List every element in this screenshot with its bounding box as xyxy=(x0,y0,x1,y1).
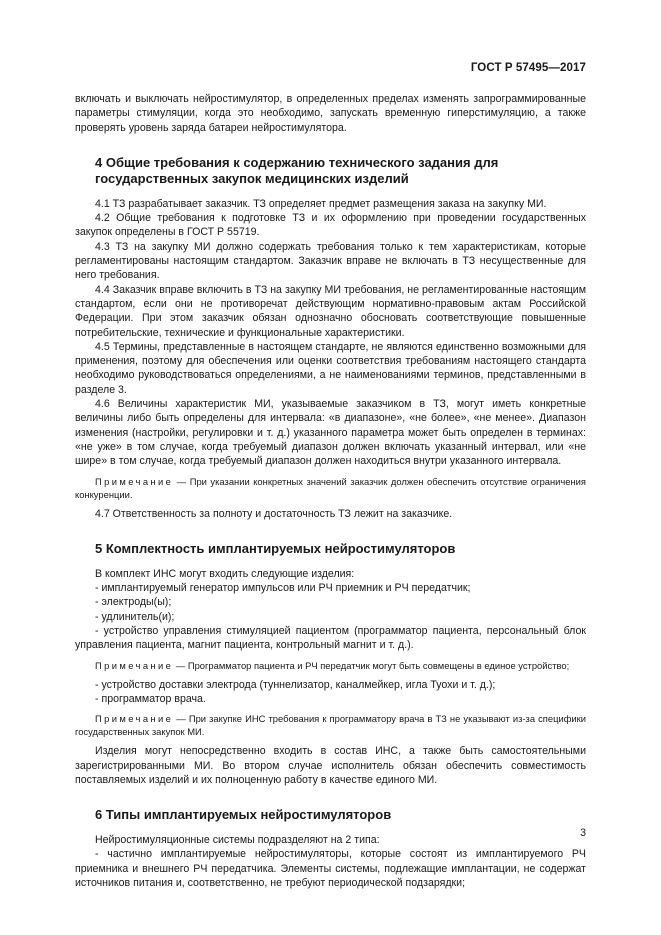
paragraph-4-6: 4.6 Величины характеристик МИ, указываемые заказчиком в ТЗ, могут иметь конкретные величины либо быть определены для интервала: «в диапазоне», «не более», «не менее». Диапазон изменения (настройки, регулировки и т. д.) указанного параметра может быть определен в терминах: «не уже» в том случае, когда требуемый диапазон должен включать указанный интервал, или «не шире» в том случае, когда требуемый диапазон должен находиться внутри указанного интервала. xyxy=(75,398,586,468)
note-text: — При указании конкретных значений заказчик должен обеспечить отсутствие ограничения конкуренции. xyxy=(75,475,586,500)
note-label: Примечание xyxy=(95,475,174,487)
standard-header: ГОСТ Р 57495—2017 xyxy=(470,62,586,74)
note-4-6 xyxy=(75,475,586,501)
section-6-lead: Нейростимуляционные системы подразделяют на 2 типа: xyxy=(95,834,380,847)
paragraph-4-7: 4.7 Ответственность за полноту и достаточность ТЗ лежит на заказчике. xyxy=(95,507,453,520)
note-label: Примечание xyxy=(95,713,174,725)
intro-paragraph: включать и выключать нейростимулятор, в определенных пределах изменять запрограммированные параметры стимуляции, когда это необходимо, запускать временную гиперстимуляцию, а также проверять уровень заряда батареи нейростимулятора. xyxy=(75,93,586,134)
section-5-lead: В комплект ИНС могут входить следующие изделия: xyxy=(95,567,355,580)
note-5-1 xyxy=(75,659,586,672)
paragraph-4-3: 4.3 ТЗ на закупку МИ должно содержать требования только к тем характеристикам, которые регламентированы настоящим стандартом. Заказчик вправе не включать в ТЗ несущественные для него требования. xyxy=(75,240,586,282)
section-5-heading: 5 Комплектность имплантируемых нейростимуляторов xyxy=(95,540,456,556)
paragraph-4-2: 4.2 Общие требования к подготовке ТЗ и их оформлению при проведении государственных закупок определены в ГОСТ Р 55719. xyxy=(75,212,586,239)
section-5-closing: Изделия могут непосредственно входить в состав ИНС, а также быть самостоятельными зарегистрированными МИ. Во втором случае исполнитель обязан обеспечить совместимость поставляемых изделий и их полноценную работу в качестве единого МИ. xyxy=(75,745,586,786)
paragraph-4-1: 4.1 ТЗ разрабатывает заказчик. ТЗ определяет предмет размещения заказа на закупку МИ. xyxy=(95,197,547,210)
section-4-title-line2: государственных закупок медицинских изделий xyxy=(95,170,409,186)
section-4-heading xyxy=(75,155,586,187)
list-item: - устройство управления стимуляцией пациентом (программатор пациента, персональный блок управления пациента, магнит пациента, контрольный магнит и т. д.). xyxy=(75,625,586,652)
note-5-2 xyxy=(75,712,586,738)
page-number: 3 xyxy=(580,827,586,839)
note-text: — Программатор пациента и РЧ передатчик могут быть совмещены в единое устройство; xyxy=(173,659,570,671)
paragraph-4-4: 4.4 Заказчик вправе включить в ТЗ на закупку МИ требования, не регламентированные настоящим стандартом, если они не противоречат действующим нормативно-правовым актам Российской Федерации. При этом заказчик обязан однозначно обосновать соответствующие повышенные потребительские, технические и функциональные характеристики. xyxy=(75,283,586,339)
document-body xyxy=(75,92,586,890)
list-item: - электроды(ы); xyxy=(95,596,172,609)
list-item: - имплантируемый генератор импульсов или РЧ приемник и РЧ передатчик; xyxy=(95,582,471,595)
list-item: - программатор врача. xyxy=(95,692,206,705)
note-text: — При закупке ИНС требования к программатору врача в ТЗ не указывают из-за специфики государственных закупок МИ. xyxy=(75,713,586,738)
list-item: - частично имплантируемые нейростимуляторы, которые состоят из имплантируемого РЧ приемника и внешнего РЧ передатчика. Элементы системы, подлежащие имплантации, не содержат источников питания и, соответственно, не требуют периодической подзарядки; xyxy=(75,848,586,889)
section-4-title-line1: 4 Общие требования к содержанию технического задания для xyxy=(95,154,499,170)
section-6-heading: 6 Типы имплантируемых нейростимуляторов xyxy=(95,807,392,823)
note-label: Примечание xyxy=(95,659,174,671)
list-item: - удлинитель(и); xyxy=(95,610,175,623)
paragraph-4-5: 4.5 Термины, представленные в настоящем стандарте, не являются единственно возможными для применения, поэтому для обеспечения или оценки соответствия требованиям настоящего стандарта необходимо руководствоваться определениями, а не наименованиями терминов, представленными в разделе 3. xyxy=(75,340,586,396)
list-item: - устройство доставки электрода (туннелизатор, каналмейкер, игла Туохи и т. д.); xyxy=(95,678,496,691)
